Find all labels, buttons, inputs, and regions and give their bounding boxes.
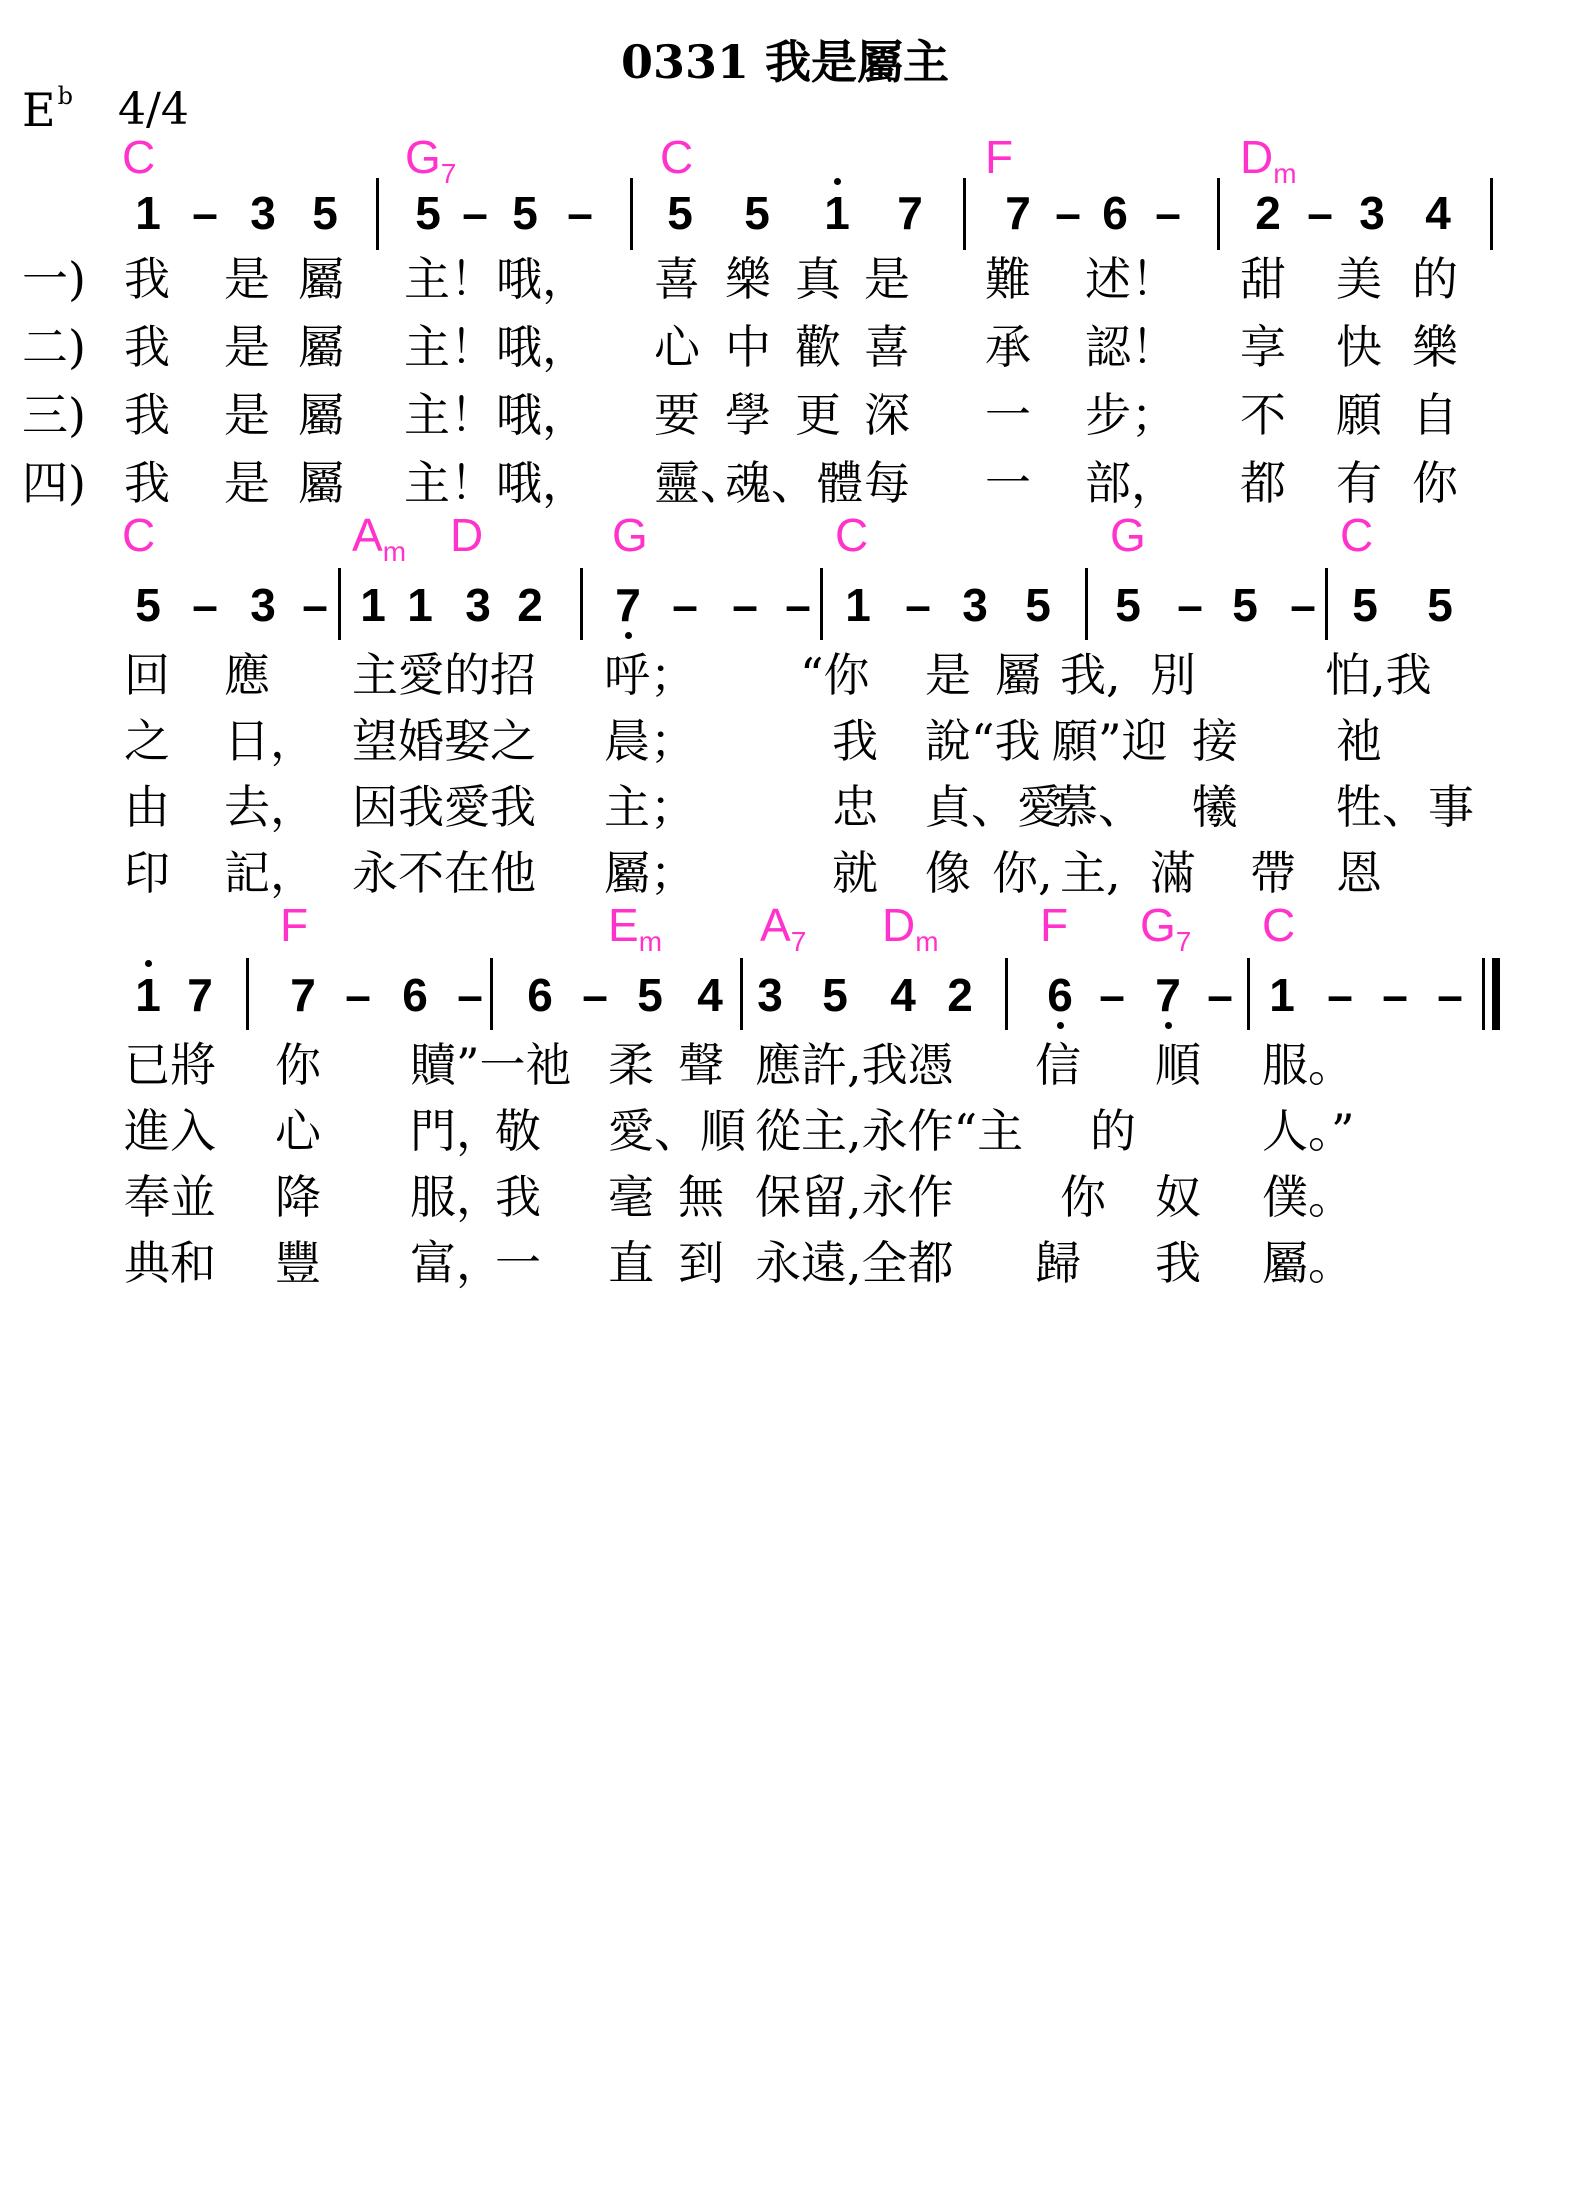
lyric-word: 慕、: [1052, 780, 1144, 834]
chord-quality: m: [382, 536, 407, 567]
lyric-word: 直: [608, 1236, 654, 1290]
chord-symbol: [612, 509, 648, 561]
note: 1: [845, 579, 871, 631]
lyric-word: 每: [864, 456, 910, 510]
note: –: [1327, 969, 1353, 1021]
note: 7: [897, 187, 923, 239]
lyric-word: 樂: [725, 252, 771, 306]
barline: [1005, 958, 1008, 1030]
note: –: [1055, 187, 1081, 239]
chord-root: A: [760, 899, 791, 951]
barline: [1247, 958, 1250, 1030]
lyric-word: 主！哦，: [404, 320, 588, 374]
lyric-word: 牲、事: [1336, 780, 1474, 834]
note: 5: [1352, 579, 1378, 631]
lyric-word: 貞、愛: [925, 780, 1063, 834]
barline: [490, 958, 493, 1030]
barline: [1085, 568, 1088, 640]
verse-number: 四): [22, 456, 86, 510]
chord-symbol: [1140, 899, 1192, 957]
verse-number: 一): [22, 252, 86, 306]
note: –: [567, 187, 593, 239]
lyric-word: 無: [678, 1170, 724, 1224]
chord-symbol: [1040, 899, 1069, 951]
lyric-word: 主！哦，: [404, 252, 588, 306]
note: 6: [1102, 187, 1128, 239]
note: –: [457, 969, 483, 1021]
octave-down-dot: [1165, 1022, 1172, 1029]
lyric-word: 歡: [795, 320, 841, 374]
lyric-word: 服，: [410, 1170, 502, 1224]
lyric-word: 認！: [1085, 320, 1177, 374]
lyric-word: 一: [985, 388, 1031, 442]
note: 4: [697, 969, 723, 1021]
lyric-word: 是: [224, 388, 270, 442]
chord-root: G: [612, 509, 648, 561]
barline: [963, 178, 966, 250]
chord-symbol: [280, 899, 309, 951]
lyric-word: 僕。: [1262, 1170, 1354, 1224]
note: 5: [637, 969, 663, 1021]
lyric-word: 屬: [995, 648, 1041, 702]
chord-symbol: [352, 509, 407, 567]
note: 5: [1427, 579, 1453, 631]
chord-symbol: [608, 899, 663, 957]
lyric-word: 已將: [124, 1038, 216, 1092]
lyric-word: 帶: [1250, 846, 1296, 900]
barline: [376, 178, 379, 250]
note: 2: [1255, 187, 1281, 239]
note: –: [1177, 579, 1203, 631]
lyric-word: 保留,永作: [755, 1170, 954, 1224]
lyric-word: 說“我: [925, 714, 1041, 768]
lyric-word: 要: [654, 388, 700, 442]
note: 6: [402, 969, 428, 1021]
note: –: [345, 969, 371, 1021]
note: –: [1155, 187, 1181, 239]
lyric-word: 的: [1090, 1104, 1136, 1158]
lyric-word: 屬: [298, 388, 344, 442]
lyric-word: 你,: [992, 846, 1053, 900]
lyric-word: 門，: [410, 1104, 502, 1158]
chord-root: C: [660, 131, 694, 183]
chord-root: D: [450, 509, 484, 561]
lyric-word: 屬；: [604, 846, 696, 900]
chord-quality: 7: [790, 926, 807, 957]
note: 7: [1005, 187, 1031, 239]
lyric-word: 應許,我憑: [755, 1038, 954, 1092]
lyric-word: 屬: [298, 320, 344, 374]
lyric-word: 接: [1192, 714, 1238, 768]
note: 2: [517, 579, 543, 631]
chord-root: G: [1110, 509, 1146, 561]
lyric-word: 柔: [608, 1038, 654, 1092]
chord-root: E: [608, 899, 639, 951]
lyric-word: 贖”一祂: [410, 1038, 572, 1092]
lyric-word: 自: [1412, 388, 1458, 442]
lyric-word: 記，: [224, 846, 316, 900]
lyric-word: 之: [124, 714, 170, 768]
lyric-word: 更: [795, 388, 841, 442]
lyric-word: 主愛的招: [352, 648, 536, 702]
barline: [740, 958, 743, 1030]
lyric-word: 愛、順: [608, 1104, 746, 1158]
lyric-word: 永遠,全都: [755, 1236, 954, 1290]
chord-root: D: [882, 899, 916, 951]
lyric-word: 服。: [1262, 1038, 1354, 1092]
chord-symbol: [405, 131, 457, 189]
note: 1: [128, 972, 168, 1018]
lyric-word: 我: [1155, 1236, 1201, 1290]
song-title: 0331 我是屬主: [620, 35, 950, 89]
chord-quality: m: [638, 926, 663, 957]
lyric-word: 你: [275, 1038, 321, 1092]
lyric-word: 回: [124, 648, 170, 702]
chord-symbol: [1110, 509, 1146, 561]
note: 4: [890, 969, 916, 1021]
lyric-word: 真: [795, 252, 841, 306]
lyric-word: 享: [1240, 320, 1286, 374]
note: 3: [250, 187, 276, 239]
chord-root: C: [122, 509, 156, 561]
lyric-word: 怕,我: [1325, 648, 1432, 702]
chord-root: F: [1040, 899, 1069, 951]
lyric-word: 我,: [1060, 648, 1121, 702]
lyric-word: 屬: [298, 456, 344, 510]
chord-symbol: [122, 131, 156, 183]
lyric-word: 心: [275, 1104, 321, 1158]
lyric-word: 像: [925, 846, 971, 900]
key-letter: E: [22, 83, 56, 137]
lyric-word: 聲: [678, 1038, 724, 1092]
note: 5: [822, 969, 848, 1021]
barline: [1490, 178, 1493, 250]
lyric-word: 從主,永作“主: [755, 1104, 1024, 1158]
note: –: [1290, 579, 1316, 631]
lyric-word: 中: [725, 320, 771, 374]
lyric-word: 豐: [275, 1236, 321, 1290]
lyric-word: 你: [1060, 1170, 1106, 1224]
lyric-word: 有: [1336, 456, 1382, 510]
lyric-word: 望婚娶之: [352, 714, 536, 768]
barline: [630, 178, 633, 250]
lyric-word: 願”迎: [1052, 714, 1168, 768]
lyric-word: 主；: [604, 780, 696, 834]
note: –: [1207, 969, 1233, 1021]
lyric-word: 我: [832, 714, 878, 768]
lyric-word: 奉並: [124, 1170, 216, 1224]
lyric-word: 甜: [1240, 252, 1286, 306]
note: –: [192, 187, 218, 239]
chord-symbol: [122, 509, 156, 561]
note: –: [785, 579, 811, 631]
barline: [820, 568, 823, 640]
verse-number: 二): [22, 320, 86, 374]
lyric-word: 主,: [1060, 846, 1121, 900]
note: 3: [250, 579, 276, 631]
lyric-word: 別: [1150, 648, 1196, 702]
chord-root: A: [352, 509, 383, 561]
note: 2: [947, 969, 973, 1021]
note: 5: [1025, 579, 1051, 631]
note: –: [1437, 969, 1463, 1021]
lyric-word: 一: [985, 456, 1031, 510]
lyric-word: 我: [124, 456, 170, 510]
lyric-word: 的: [1412, 252, 1458, 306]
barline: [338, 568, 341, 640]
note: 1: [360, 579, 386, 631]
chord-root: C: [1262, 899, 1296, 951]
lyric-word: 由: [124, 780, 170, 834]
lyric-word: 是: [224, 252, 270, 306]
note: 5: [312, 187, 338, 239]
lyric-word: 敬: [495, 1104, 541, 1158]
note: –: [1307, 187, 1333, 239]
lyric-word: 忠: [832, 780, 878, 834]
lyric-word: 承: [985, 320, 1031, 374]
lyric-word: 到: [678, 1236, 724, 1290]
lyric-word: 一: [495, 1236, 541, 1290]
lyric-word: 快: [1336, 320, 1382, 374]
chord-symbol: [985, 131, 1014, 183]
lyric-word: 述！: [1085, 252, 1177, 306]
note: 7: [290, 969, 316, 1021]
lyric-word: 樂: [1412, 320, 1458, 374]
lyric-word: 是: [224, 320, 270, 374]
lyric-word: 不: [1240, 388, 1286, 442]
lyric-word: 信: [1035, 1038, 1081, 1092]
key-signature: [22, 82, 73, 137]
chord-quality: m: [915, 926, 939, 957]
chord-symbol: [882, 899, 939, 957]
lyric-word: 奴: [1155, 1170, 1201, 1224]
lyric-word: 屬。: [1262, 1236, 1354, 1290]
chord-quality: m: [1273, 158, 1297, 189]
barline: [1217, 178, 1220, 250]
octave-down-dot: [1057, 1022, 1064, 1029]
chord-symbol: [1262, 899, 1296, 951]
note: 1: [1269, 969, 1295, 1021]
lyric-word: 主！哦，: [404, 456, 588, 510]
note: –: [905, 579, 931, 631]
chord-root: F: [280, 899, 309, 951]
chord-root: G: [1140, 899, 1176, 951]
lyric-word: 進入: [124, 1104, 216, 1158]
note: –: [1099, 969, 1125, 1021]
chord-root: C: [1340, 509, 1374, 561]
note: 5: [1115, 579, 1141, 631]
lyric-word: 喜: [864, 320, 910, 374]
lyric-word: 是: [864, 252, 910, 306]
lyric-word: 我: [124, 252, 170, 306]
barline: [1325, 568, 1328, 640]
barline: [580, 568, 583, 640]
lyric-word: 是: [224, 456, 270, 510]
lyric-word: 喜: [654, 252, 700, 306]
chord-root: C: [835, 509, 869, 561]
lyric-word: 屬: [298, 252, 344, 306]
lyric-word: 美: [1336, 252, 1382, 306]
note: 3: [962, 579, 988, 631]
lyric-word: 我: [124, 320, 170, 374]
final-barline-thin: [1482, 958, 1485, 1030]
note: –: [302, 579, 328, 631]
chord-symbol: [660, 131, 694, 183]
chord-root: C: [122, 131, 156, 183]
lyric-word: 就: [832, 846, 878, 900]
chord-symbol: [450, 509, 484, 561]
chord-quality: 7: [1175, 926, 1192, 957]
note: 7: [187, 969, 213, 1021]
lyric-word: 都: [1240, 456, 1286, 510]
lyric-word: 晨；: [604, 714, 696, 768]
chord-symbol: [1340, 509, 1374, 561]
lyric-word: 毫: [608, 1170, 654, 1224]
note: 5: [667, 187, 693, 239]
note: 6: [527, 969, 553, 1021]
chord-root: G: [405, 131, 441, 183]
note: 3: [465, 579, 491, 631]
lyric-word: 日，: [224, 714, 316, 768]
barline: [246, 958, 249, 1030]
final-barline-thick: [1492, 958, 1500, 1030]
note: 1: [407, 579, 433, 631]
chord-quality: 7: [440, 158, 457, 189]
lyric-word: 富，: [410, 1236, 502, 1290]
lyric-word: 步；: [1085, 388, 1177, 442]
lyric-word: 典和: [124, 1236, 216, 1290]
lyric-word: 恩: [1336, 846, 1382, 900]
note: –: [1382, 969, 1408, 1021]
lyric-word: 降: [275, 1170, 321, 1224]
lyric-word: 歸: [1035, 1236, 1081, 1290]
lyric-word: 魂、體: [725, 456, 863, 510]
note: 5: [744, 187, 770, 239]
lyric-word: “你: [800, 648, 870, 702]
note: 5: [512, 187, 538, 239]
lyric-word: 印: [124, 846, 170, 900]
note: 7: [608, 582, 648, 628]
key-flat: b: [57, 82, 73, 110]
chord-root: F: [985, 131, 1014, 183]
chord-symbol: [835, 509, 869, 561]
note: –: [732, 579, 758, 631]
note: 4: [1425, 187, 1451, 239]
note: –: [192, 579, 218, 631]
lyric-word: 深: [864, 388, 910, 442]
octave-up-dot: [834, 178, 841, 185]
note: 7: [1148, 972, 1188, 1018]
time-signature: 4/4: [118, 84, 189, 135]
note: 5: [1232, 579, 1258, 631]
lyric-word: 祂: [1336, 714, 1382, 768]
chord-symbol: [1240, 131, 1297, 189]
lyric-word: 我: [495, 1170, 541, 1224]
lyric-word: 去，: [224, 780, 316, 834]
lyric-word: 心: [654, 320, 700, 374]
lyric-word: 學: [725, 388, 771, 442]
note: 1: [135, 187, 161, 239]
lyric-word: 滿: [1150, 846, 1196, 900]
lyric-word: 永不在他: [352, 846, 536, 900]
lyric-word: 順: [1155, 1038, 1201, 1092]
lyric-word: 難: [985, 252, 1031, 306]
lyric-word: 你: [1412, 456, 1458, 510]
note: –: [582, 969, 608, 1021]
lyric-word: 主！哦，: [404, 388, 588, 442]
note: 3: [757, 969, 783, 1021]
octave-down-dot: [625, 632, 632, 639]
lyric-word: 靈、: [654, 456, 746, 510]
verse-number: 三): [22, 388, 86, 442]
note: –: [672, 579, 698, 631]
note: 5: [135, 579, 161, 631]
lyric-word: 部，: [1085, 456, 1177, 510]
lyric-word: 是: [925, 648, 971, 702]
lyric-word: 願: [1336, 388, 1382, 442]
lyric-word: 呼；: [604, 648, 696, 702]
octave-up-dot: [145, 960, 152, 967]
chord-root: D: [1240, 131, 1274, 183]
note: 1: [817, 190, 857, 236]
note: –: [462, 187, 488, 239]
lyric-word: 犧: [1192, 780, 1238, 834]
lyric-word: 我: [124, 388, 170, 442]
note: 6: [1040, 972, 1080, 1018]
note: 5: [415, 187, 441, 239]
note: 3: [1359, 187, 1385, 239]
chord-symbol: [760, 899, 807, 957]
lyric-word: 因我愛我: [352, 780, 536, 834]
lyric-word: 應: [224, 648, 270, 702]
lyric-word: 人。”: [1262, 1104, 1355, 1158]
